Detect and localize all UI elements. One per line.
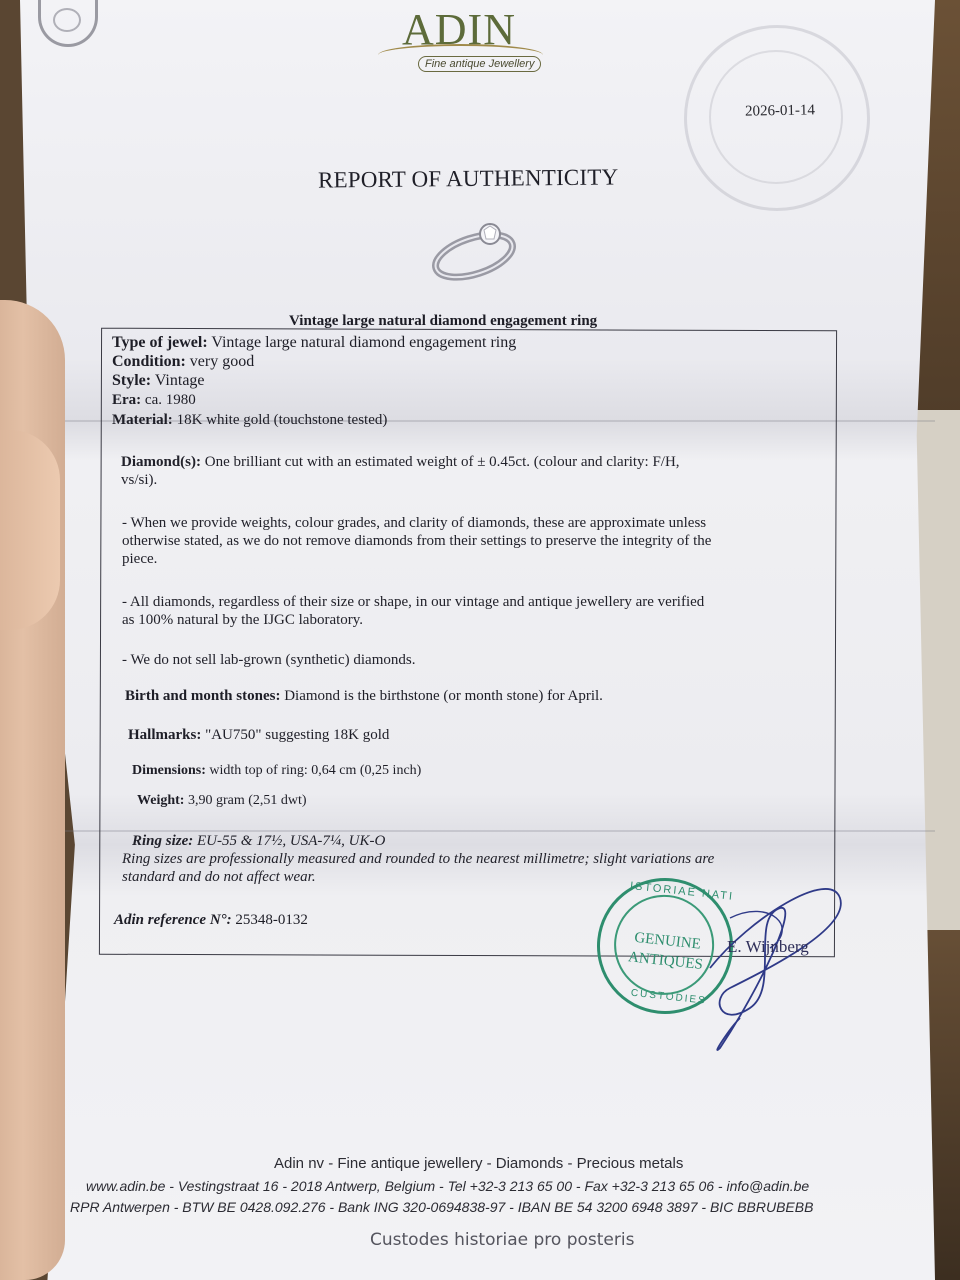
hallmarks-row (128, 727, 389, 744)
dimensions-value: width top of ring: 0,64 cm (0,25 inch) (209, 763, 422, 778)
weights-note (122, 514, 711, 568)
footer-company: Adin nv - Fine antique jewellery - Diamonds - Precious metals (274, 1155, 684, 1172)
natural-note (122, 593, 704, 629)
style-label: Style: (112, 372, 152, 389)
diamonds-label: Diamond(s): (121, 454, 202, 470)
diamonds-value-cont: vs/si). (121, 472, 158, 488)
stamp-arc-text: ISTORIAE NATI (629, 880, 735, 903)
note-line: - All diamonds, regardless of their size or shape, in our vintage and antique jewellery are verified (122, 594, 705, 610)
birthstone-value: Diamond is the birthstone (or month stone) for April. (284, 688, 603, 704)
ring-size-note: Ring sizes are professionally measured and rounded to the nearest millimetre; slight variations are (122, 851, 715, 867)
dimensions-label: Dimensions: (132, 763, 206, 778)
note-line: as 100% natural by the IJGC laboratory. (122, 612, 364, 628)
type-row (112, 334, 516, 352)
birthstone-row (125, 688, 603, 705)
ring-size-note: standard and do not affect wear. (122, 869, 316, 885)
ring-size-label: Ring size: (132, 833, 194, 849)
thumb (0, 430, 60, 630)
adin-logo (378, 4, 548, 84)
report-title: REPORT OF AUTHENTICITY (317, 164, 619, 193)
footer-motto: Custodes historiae pro posteris (370, 1230, 635, 1250)
synthetic-note: - We do not sell lab-grown (synthetic) diamonds. (122, 652, 416, 668)
footer-bank: RPR Antwerpen - BTW BE 0428.092.276 - Bank ING 320-0694838-97 - IBAN BE 54 3200 6948 3897 - BIC BBRUBEBB (70, 1199, 814, 1215)
footer-contact: www.adin.be - Vestingstraat 16 - 2018 Antwerp, Belgium - Tel +32-3 213 65 00 - Fax +32-3 213 65 06 - info@adin.be (86, 1178, 810, 1194)
stamp-line: GENUINE (633, 929, 702, 953)
hallmarks-label: Hallmarks: (128, 727, 202, 743)
material-label: Material: (112, 412, 173, 428)
signer-name: E. Wijnberg (727, 937, 809, 956)
style-row (112, 372, 205, 390)
note-line: otherwise stated, as we do not remove diamonds from their settings to preserve the integrity of the (122, 533, 712, 549)
condition-row (112, 353, 254, 371)
stamp-arc-text: CUSTODIES (630, 987, 708, 1007)
weight-value: 3,90 gram (2,51 dwt) (187, 793, 307, 808)
reference-label: Adin reference N°: (114, 912, 232, 928)
style-value: Vintage (154, 372, 205, 389)
weight-row (137, 793, 307, 809)
type-label: Type of jewel: (112, 334, 208, 351)
hallmarks-value: "AU750" suggesting 18K gold (205, 727, 390, 743)
logo-wordmark: ADIN (402, 5, 516, 54)
era-label: Era: (112, 392, 142, 408)
birthstone-label: Birth and month stones: (125, 688, 281, 704)
reference-value: 25348-0132 (235, 912, 308, 928)
note-line: - When we provide weights, colour grades, and clarity of diamonds, these are approximate unless (122, 515, 707, 531)
logo-tagline: Fine antique Jewellery (418, 56, 541, 72)
material-row (112, 412, 387, 429)
condition-value: very good (189, 353, 255, 370)
stamp-line: ANTIQUES (627, 949, 704, 974)
condition-label: Condition: (112, 353, 186, 370)
note-line: piece. (122, 551, 158, 567)
weight-label: Weight: (137, 793, 185, 808)
era-row (112, 392, 196, 409)
type-value: Vintage large natural diamond engagement ring (211, 334, 517, 351)
diamonds-paragraph (121, 453, 680, 489)
ring-size-paragraph (122, 832, 714, 886)
dimensions-row (132, 763, 421, 779)
diamonds-value: One brilliant cut with an estimated weight of ± 0.45ct. (colour and clarity: F/H, (204, 454, 680, 470)
material-value: 18K white gold (touchstone tested) (176, 412, 388, 428)
handwritten-signature (690, 858, 860, 1058)
report-date: 2026-01-14 (744, 102, 816, 120)
ring-illustration-icon (428, 212, 520, 284)
jewel-subtitle: Vintage large natural diamond engagement ring (289, 313, 598, 329)
ring-size-value: EU-55 & 17½, USA-7¼, UK-O (197, 833, 386, 849)
era-value: ca. 1980 (144, 392, 196, 408)
reference-row (114, 912, 308, 929)
